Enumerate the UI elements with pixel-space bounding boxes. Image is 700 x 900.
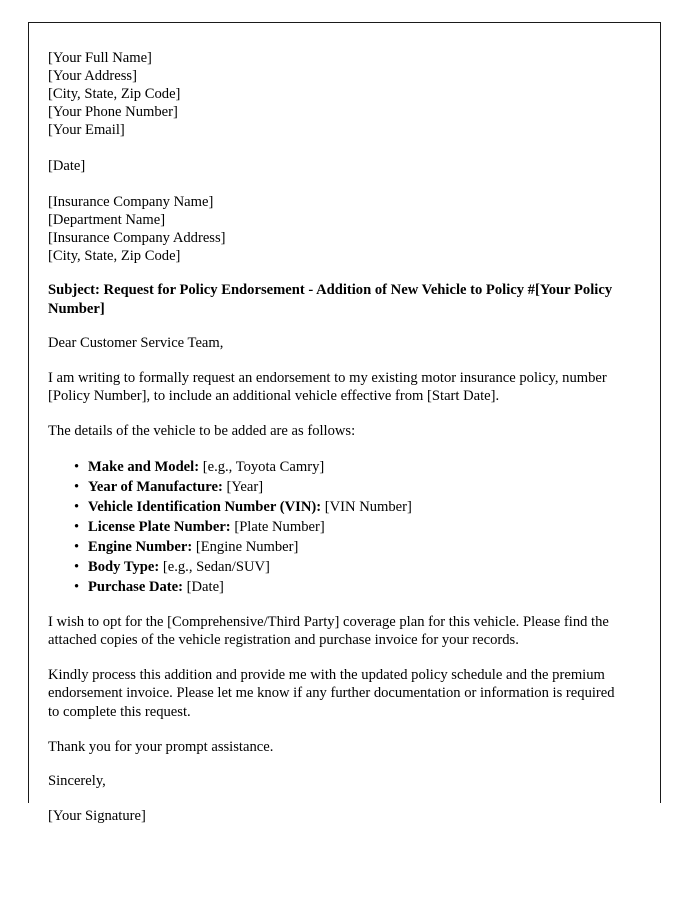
list-item [48, 457, 622, 477]
spacer-after-date [48, 175, 622, 193]
spacer-after-sender [48, 139, 622, 157]
recipient-line-department: [Department Name] [48, 212, 166, 228]
detail-value: [Year] [226, 478, 264, 495]
spacer-after-list [48, 597, 622, 613]
spacer-before-closing [48, 756, 622, 772]
spacer-before-list [48, 441, 622, 457]
detail-label: Make and Model: [88, 458, 200, 475]
subject-line: Subject: Request for Policy Endorsement - Addition of New Vehicle to Policy #[Your Policy Number] [48, 282, 613, 317]
detail-value: [e.g., Sedan/SUV] [162, 558, 270, 575]
detail-value: [Date] [186, 578, 224, 595]
sender-line-email: [Your Email] [48, 122, 125, 138]
list-item [48, 537, 622, 557]
spacer-before-signature [48, 791, 622, 807]
processing-paragraph: Kindly process this addition and provide me with the updated policy schedule and the premium endorsement invoice. Please let me know if any further documentation or information is required to complete this request. [48, 666, 615, 720]
list-lead-in: The details of the vehicle to be added are as follows: [48, 422, 356, 439]
detail-label: Engine Number: [88, 538, 193, 555]
detail-value: [VIN Number] [324, 498, 412, 515]
detail-label: License Plate Number: [88, 518, 231, 535]
detail-label: Purchase Date: [88, 578, 183, 595]
vehicle-details-list [48, 457, 622, 597]
spacer-before-processing [48, 650, 622, 666]
recipient-line-city-state-zip: [City, State, Zip Code] [48, 248, 181, 264]
date-line: [Date] [48, 158, 86, 174]
detail-value: [Engine Number] [195, 538, 299, 555]
recipient-line-address: [Insurance Company Address] [48, 230, 226, 246]
list-item [48, 577, 622, 597]
detail-label: Vehicle Identification Number (VIN): [88, 498, 322, 515]
intro-paragraph: I am writing to formally request an endorsement to my existing motor insurance policy, number [Policy Number], to include an additional vehicle effective from [Start Date]. [48, 369, 607, 405]
sender-address-block [48, 49, 622, 139]
detail-value: [e.g., Toyota Camry] [202, 458, 325, 475]
list-item [48, 477, 622, 497]
spacer-before-subject [48, 265, 622, 281]
detail-label: Year of Manufacture: [88, 478, 223, 495]
thanks-paragraph: Thank you for your prompt assistance. [48, 738, 274, 755]
spacer-before-list-lead-in [48, 406, 622, 422]
spacer-before-thanks [48, 722, 622, 738]
list-item [48, 497, 622, 517]
salutation: Dear Customer Service Team, [48, 335, 224, 352]
spacer-before-intro [48, 353, 622, 369]
signature-line: [Your Signature] [48, 807, 146, 824]
coverage-paragraph: I wish to opt for the [Comprehensive/Third Party] coverage plan for this vehicle. Please find the attached copies of the vehicle registration and purchase invoice for your records. [48, 613, 609, 649]
sender-line-name: [Your Full Name] [48, 50, 152, 66]
sender-line-phone: [Your Phone Number] [48, 104, 178, 120]
document-page [28, 22, 661, 824]
list-item [48, 517, 622, 537]
detail-value: [Plate Number] [234, 518, 325, 535]
document-body [29, 23, 660, 825]
recipient-line-company: [Insurance Company Name] [48, 194, 214, 210]
sender-line-address: [Your Address] [48, 68, 137, 84]
detail-label: Body Type: [88, 558, 160, 575]
recipient-address-block [48, 193, 622, 265]
spacer-before-salutation [48, 318, 622, 334]
sender-line-city-state-zip: [City, State, Zip Code] [48, 86, 181, 102]
list-item [48, 557, 622, 577]
closing: Sincerely, [48, 773, 106, 790]
